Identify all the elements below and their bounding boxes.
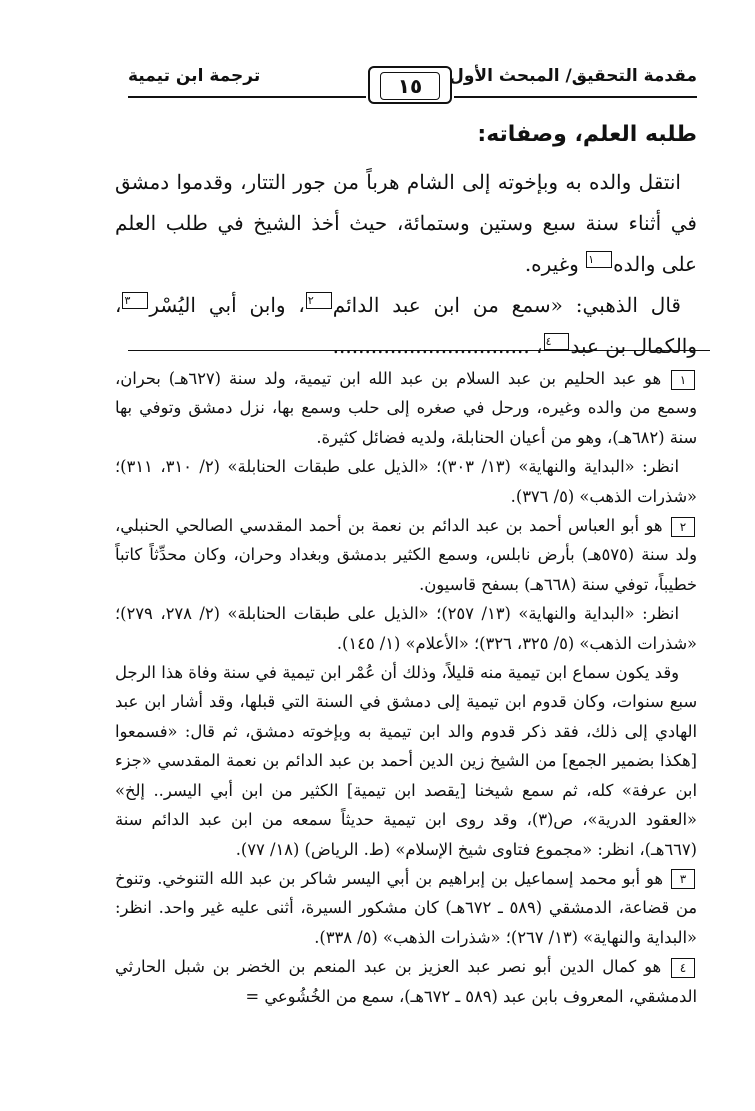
footnote [115,511,697,599]
footnotes [115,364,697,1011]
footnote [115,364,697,452]
footnote-ref: ٢ [306,292,332,309]
footnote [115,864,697,952]
footnote-number: ٢ [671,517,695,537]
paragraph-text: وغيره. [524,252,586,276]
footnote-text: هو كمال الدين أبو نصر عبد العزيز بن عبد المنعم بن الخضر بن شبل الحارثي الدمشقي، المعروف بابن عبد (٥٨٩ ـ ٦٧٢هـ)، سمع من الخُشُوعي = [115,957,697,1006]
paragraph-text: قال الذهبي: «سمع من ابن عبد الدائم [332,293,681,317]
section-heading: طلبه العلم، وصفاته: [477,122,697,147]
footnote-note: وقد يكون سماع ابن تيمية منه قليلاً، وذلك أن عُمْر ابن تيمية في سنة وفاة هذا الرجل سبع سنوات، وكان قدوم ابن تيمية إلى دمشق في السنة التي قبلها، وقد أشار ابن عبد الهادي إلى ذلك، فقد ذكر قدوم والد ابن تيمية به وبإخوته دمشق، ثم قال: «فسمعوا [هكذا بضمير الجمع] من الشيخ زين الدين أحمد بن عبد الدائم بن نعمة المقدسي «جزء ابن عرفة» كله، ثم سمع شيخنا [يقصد ابن تيمية] الكثير من ابن أبي اليسر.. إلخ» «العقود الدرية»، ص(٣)، وقد روى ابن تيمية حديثاً سمعه من ابن عبد الدائم سنة (٦٦٧هـ)، انظر: «مجموع فتاوى شيخ الإسلام» (ط. الرياض) (١٨/ ٧٧). [115,663,697,859]
main-text [115,162,697,367]
header-rule-left [128,96,366,98]
paragraph-text: ، والكمال بن عبد [115,293,697,358]
footnote-number: ١ [671,370,695,390]
footnote-ref: ٤ [544,333,570,350]
footnote-separator [128,350,710,351]
footnote-text: هو أبو العباس أحمد بن عبد الدائم بن نعمة بن أحمد المقدسي الصالحي الحنبلي، ولد سنة (٥٧٥هـ) بأرض نابلس، وسمع الكثير بدمشق وبغداد وحران، وكان محدِّثاً كاتباً خطيباً، توفي سنة (٦٦٨هـ) بسفح قاسيون. [115,516,698,594]
paragraph-text: ، ............................... [332,334,543,358]
footnote-number: ٤ [671,958,695,978]
footnote-source: انظر: «البداية والنهاية» (١٣/ ٣٠٣)؛ «الذيل على طبقات الحنابلة» (٢/ ٣١٠، ٣١١)؛ «شذرات الذهب» (٥/ ٣٧٦). [115,457,697,506]
footnote-number: ٣ [671,869,695,889]
running-header-chapter: مقدمة التحقيق/ المبحث الأول [449,66,697,86]
paragraph-text: ، وابن أبي اليُسْر [149,293,305,317]
paragraph [115,162,697,285]
footnote-source: انظر: «البداية والنهاية» (١٣/ ٢٥٧)؛ «الذيل على طبقات الحنابلة» (٢/ ٢٧٨، ٢٧٩)؛ «شذرات الذهب» (٥/ ٣٢٥، ٣٢٦)؛ «الأعلام» (١/ ١٤٥). [115,604,697,653]
footnote-text: هو أبو محمد إسماعيل بن إبراهيم بن أبي اليسر شاكر بن عبد الله التنوخي. وتنوخ من قضاعة، الدمشقي (٥٨٩ ـ ٦٧٢هـ) كان مشكور السيرة، أثنى عليه غير واحد. انظر: «البداية والنهاية» (١٣/ ٢٦٧)؛ «شذرات الذهب» (٥/ ٣٣٨). [115,868,698,947]
footnote [115,952,697,1011]
paragraph [115,285,697,367]
footnote-ref: ١ [586,251,612,268]
page-number: ١٥ [380,72,440,100]
paragraph-text: انتقل والده به وبإخوته إلى الشام هرباً من جور التتار، وقدموا دمشق في أثناء سنة سبع وستين وستمائة، حيث أخذ الشيخ في طلب العلم على والده [115,170,697,276]
running-header-book: ترجمة ابن تيمية [128,66,261,86]
footnote-ref: ٣ [122,292,148,309]
footnote-text: هو عبد الحليم بن عبد السلام بن عبد الله ابن تيمية، ولد سنة (٦٢٧هـ) بحران، وسمع من والده وغيره، ورحل في صغره إلى حلب وسمع بها، نزل دمشق وتوفي بها سنة (٦٨٢هـ)، وهو من أعيان الحنابلة، ولديه فضائل كثيرة. [115,369,697,447]
header-rule-right [454,96,697,98]
